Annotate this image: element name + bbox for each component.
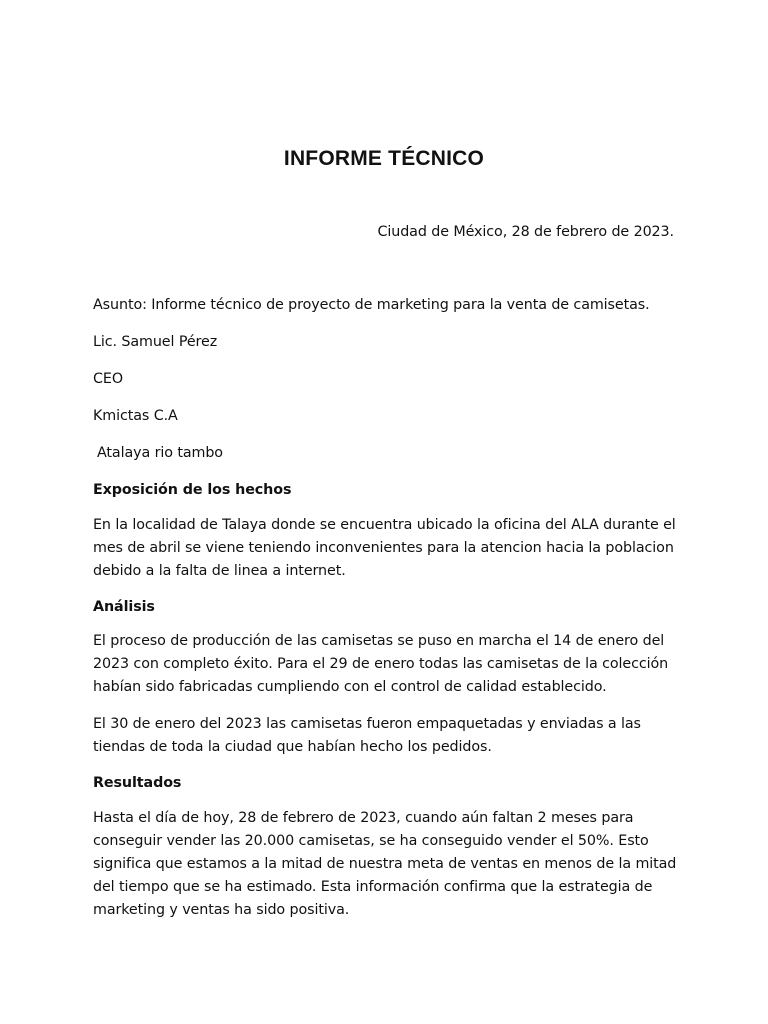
recipient-position: CEO: [93, 371, 123, 387]
facts-paragraph: En la localidad de Talaya donde se encuentra ubicado la oficina del ALA durante el mes de abril se viene teniendo inconvenientes para la atencion hacia la poblacion debido a la falta de linea a internet.: [93, 517, 676, 579]
analysis-heading: Análisis: [93, 599, 155, 615]
results-paragraph: Hasta el día de hoy, 28 de febrero de 2023, cuando aún faltan 2 meses para conseguir vender las 20.000 camisetas, se ha conseguido vender el 50%. Esto significa que estamos a la mitad de nuestra meta de ventas en menos de la mitad del tiempo que se ha estimado. Esta información confirma que la estrategia de marketing y ventas ha sido positiva.: [93, 810, 677, 918]
subject-line: Asunto: Informe técnico de proyecto de marketing para la venta de camisetas.: [93, 297, 650, 313]
analysis-paragraph-1: El proceso de producción de las camisetas se puso en marcha el 14 de enero del 2023 con completo éxito. Para el 29 de enero todas las camisetas de la colección habían sido fabricadas cumpliendo con el control de calidad establecido.: [93, 633, 669, 695]
recipient-company: Kmictas C.A: [93, 408, 178, 424]
analysis-paragraph-2: El 30 de enero del 2023 las camisetas fueron empaquetadas y enviadas a las tiendas de toda la ciudad que habían hecho los pedidos.: [93, 716, 641, 755]
date-line: Ciudad de México, 28 de febrero de 2023.: [377, 224, 674, 240]
facts-heading: Exposición de los hechos: [93, 482, 292, 498]
results-heading: Resultados: [93, 775, 182, 791]
recipient-name: Lic. Samuel Pérez: [93, 334, 218, 350]
recipient-location: Atalaya rio tambo: [97, 445, 223, 461]
document-title: INFORME TÉCNICO: [283, 147, 485, 170]
